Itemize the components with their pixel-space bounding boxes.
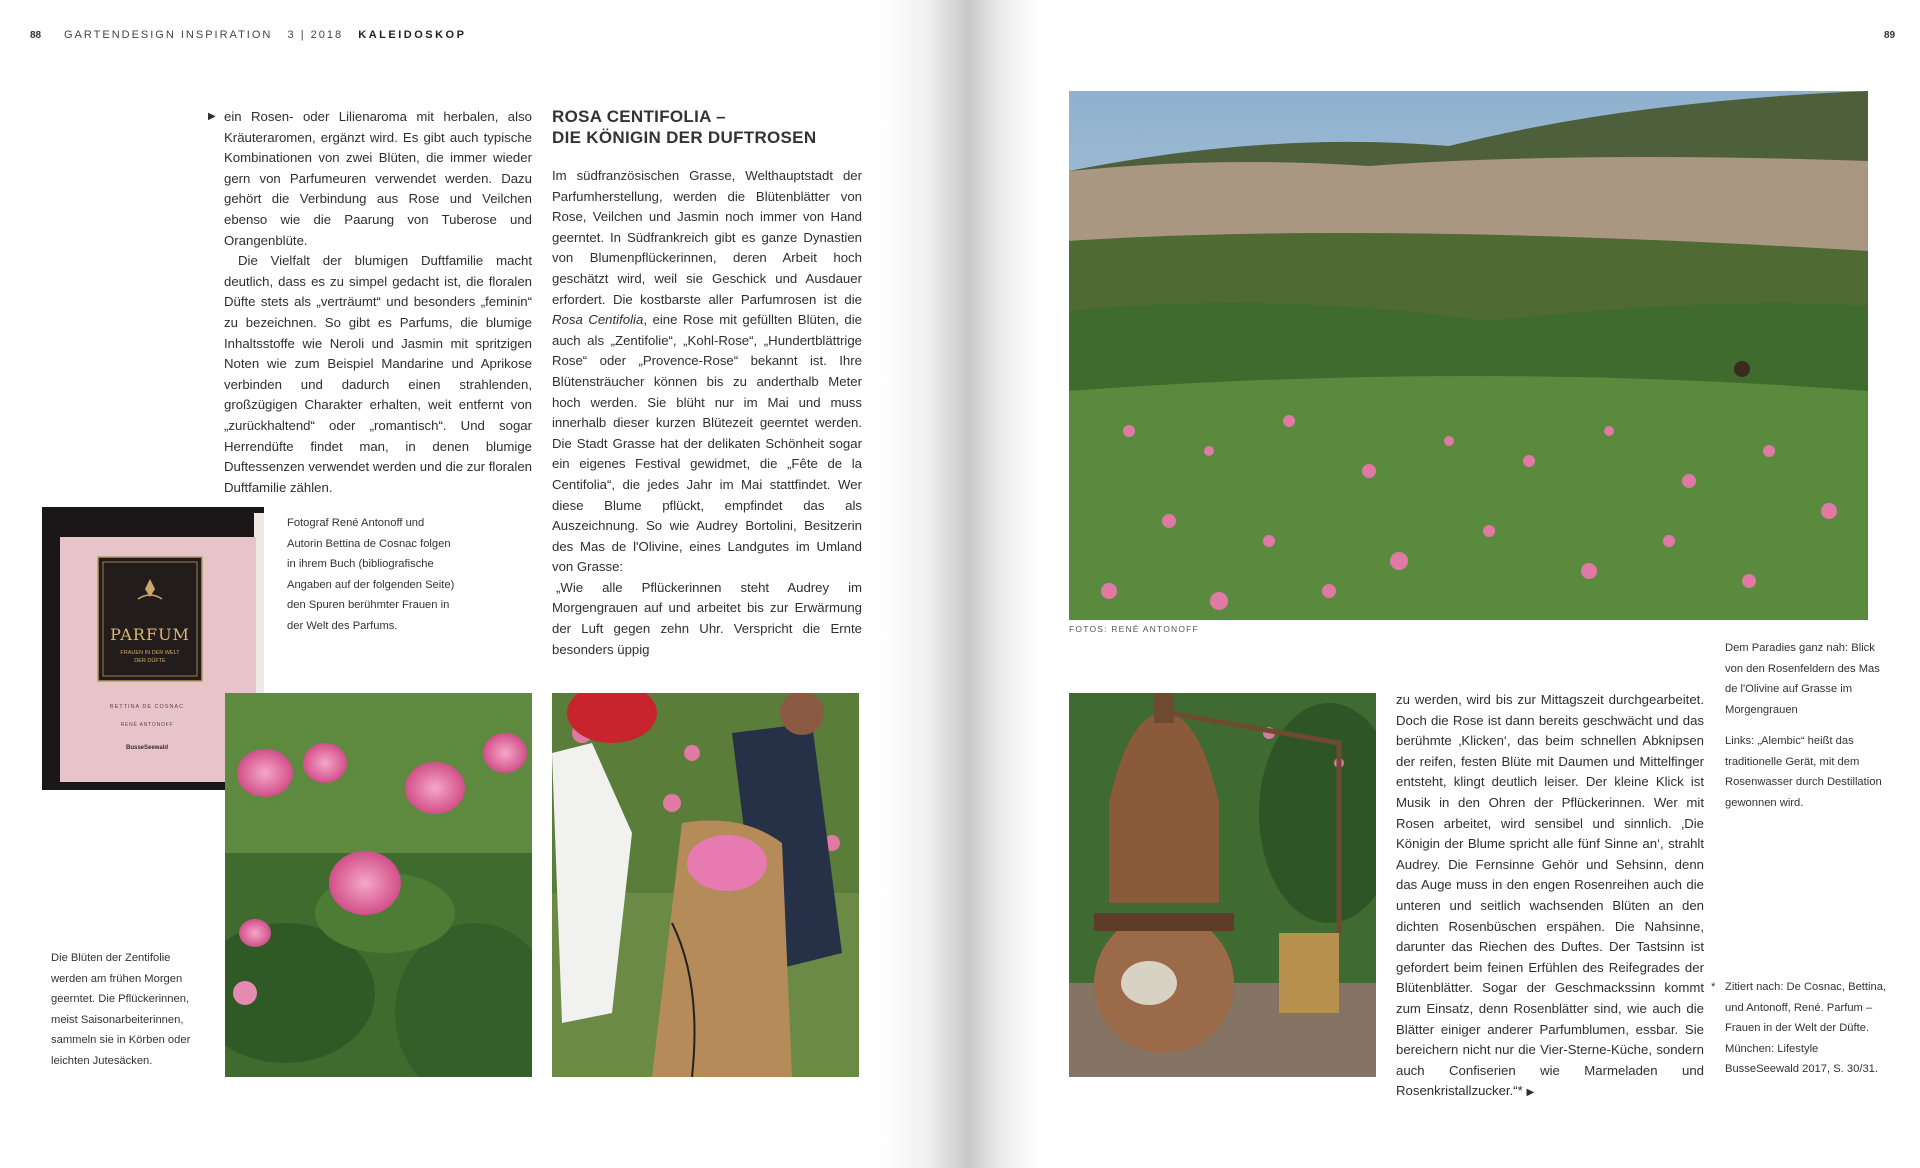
issue-number: 3 | 2018	[287, 29, 344, 41]
book-photographer: RENÉ ANTONOFF	[120, 722, 174, 728]
rose-bush-photo	[225, 693, 532, 1077]
footnote-text: Zitiert nach: De Cosnac, Bettina, und Antonoff, René. Parfum – Frauen in der Welt der Düfte. München: Lifestyle BusseSeewald 2017, S. 30/31.	[1725, 981, 1887, 1075]
section-heading	[552, 106, 862, 148]
landscape-caption: Dem Paradies ganz nah: Blick von den Rosenfeldern des Mas de l'Olivine auf Grasse im Morgengrauen	[1725, 642, 1880, 716]
col1-paragraph-1: ein Rosen- oder Lilienaroma mit herbalen, also Kräuteraromen, ergänzt wird. Es gibt auch typische Kombinationen von zwei Blüten, die immer wieder gern von Parfumeuren verwendet werden. Dazu gehört die Verbindung aus Rose und Veilchen ebenso wie die Paarung von Tuberose und Orangenblüte.	[224, 109, 532, 248]
article-column-1	[208, 107, 532, 498]
alembic-photo	[1069, 693, 1376, 1077]
book-title: PARFUM	[110, 625, 190, 644]
article-column-2	[552, 106, 862, 660]
book-caption: Fotograf René Antonoff und Autorin Bettina de Cosnac folgen in ihrem Buch (bibliografische Angaben auf der folgenden Seite) den Spuren berühmter Frauen in der Welt des Parfums.	[287, 517, 455, 632]
col3-paragraph: zu werden, wird bis zur Mittagszeit durchgearbeitet. Doch die Rose ist dann bereits geschwächt und das berühmte ‚Klicken‘, das beim schnellen Abknipsen der reifen, festen Blüte mit Daumen und Mittelfinger entsteht, klingt deutlich leiser. Der kleine Klick ist Musik in den Ohren der Pflückerinnen. Wer mit Rosen arbeitet, wird sensibel und sinnlich. ‚Die Königin der Blume spricht alle fünf Sinne an‘, strahlt Audrey. Die Fernsinne Gehör und Sehsinn, denn das Auge muss in den engen Rosenreihen auch die unteren und seitlich wachsenden Blüten an den dichten Rosenbüschen erspähen. Die Nahsinne, darunter das Riechen des Duftes. Der Tastsinn ist gefordert beim feinen Erfühlen des Reifegrades der Blütenblätter. Sogar der Geschmackssinn kommt zum Einsatz, denn Rosenblätter sind, wie auch die Blätter einiger anderer Parfumblumen, essbar. Sie bereichern nicht nur die Vier-Sterne-Küche, sondern auch Confiserien wie Marmeladen und Rosenkristallzucker.“* ▶	[1396, 692, 1704, 1099]
col2-paragraph-1: Im südfranzösischen Grasse, Welthauptstadt der Parfumherstellung, werden die Blütenblätter von Rose, Veilchen und Jasmin noch immer von Hand geerntet. In Südfrankreich gibt es ganze Dynastien von Blumenpflückerinnen, deren Arbeit hoch geschätzt wird, weil sie Geschick und Ausdauer erfordert. Die kostbarste aller Parfumrosen ist die Rosa Centifolia, eine Rose mit gefüllten Blüten, die auch als „Zentifolie“, „Kohl-Rose“, „Hundertblättrige Rose“ oder „Provence-Rose“ bekannt ist. Ihre Blütensträucher können bis zu anderthalb Meter hoch werden. Sie blüht nur im Mai und muss innerhalb dieser kurzen Blütezeit geerntet werden. Die Stadt Grasse hat der delikaten Schönheit sogar ein eigenes Festival gewidmet, die „Fête de la Centifolia“, die jedes Jahr im Mai stattfindet. Wer diese Blume pflückt, empfindet das als Auszeichnung. So wie Audrey Bortolini, Besitzerin des Mas de l'Olivine, eines Landgutes im Umland von Grasse:	[552, 168, 862, 575]
grasse-landscape-photo	[1069, 91, 1868, 620]
heading-line-1: ROSA CENTIFOLIA –	[552, 107, 726, 126]
rosa-centifolia-italic: Rosa Centifolia	[552, 312, 644, 328]
rose-pickers-photo	[552, 693, 859, 1077]
book-author: BETTINA DE COSNAC	[109, 704, 185, 710]
footnote-marker: *	[1711, 981, 1716, 993]
col2-paragraph-2: „Wie alle Pflückerinnen steht Audrey im Morgengrauen auf und arbeitet bis zur Erwärmung der Luft gegen zehn Uhr. Verspricht die Ernte besonders üppig	[552, 579, 862, 657]
left-page-number: 88	[30, 30, 42, 41]
photo-credit: FOTOS: RENÉ ANTONOFF	[1069, 624, 1199, 634]
rose-caption: Die Blüten der Zentifolie werden am frühen Morgen geerntet. Die Pflückerinnen, meist Saisonarbeiterinnen, sammeln sie in Körben oder leichten Jutesäcken.	[51, 952, 191, 1067]
running-head	[64, 29, 466, 41]
article-column-3	[1396, 690, 1704, 1104]
col1-paragraph-2: Die Vielfalt der blumigen Duftfamilie macht deutlich, dass es zu simpel gedacht ist, die floralen Düfte stets als „verträumt“ und besonders „feminin“ zu bezeichnen. So gibt es Parfums, die blumige Inhaltsstoffe wie Neroli und Jasmin mit spritzigen Noten wie zum Beispiel Mandarine und Aprikose verbinden und dadurch einen strahlenden, großzügigen Charakter erhalten, weit entfernt von „zurückhaltend“ oder „romantisch“. Und sogar Herrendüfte findet man, in denen blumige Duftessenzen verwendet werden und die zur floralen Duftfamilie zählen.	[224, 253, 532, 495]
right-page-number: 89	[1884, 30, 1896, 41]
end-arrow-icon: ▶	[1526, 1087, 1535, 1099]
book-subtitle: FRAUEN IN DER WELT DER DÜFTE	[120, 650, 180, 664]
magazine-name: GARTENDESIGN INSPIRATION	[64, 29, 273, 41]
gutter-shadow	[880, 0, 1040, 1168]
alembic-caption: Links: „Alembic“ heißt das traditionelle Gerät, mit dem Rosenwasser durch Destillation gewonnen wird.	[1725, 735, 1882, 809]
continued-arrow-icon: ▶	[208, 111, 216, 122]
heading-line-2: DIE KÖNIGIN DER DUFTROSEN	[552, 128, 817, 147]
section-name: KALEIDOSKOP	[358, 29, 467, 41]
book-publisher: BusseSeewald	[125, 745, 169, 751]
footnote	[1711, 977, 1895, 1080]
